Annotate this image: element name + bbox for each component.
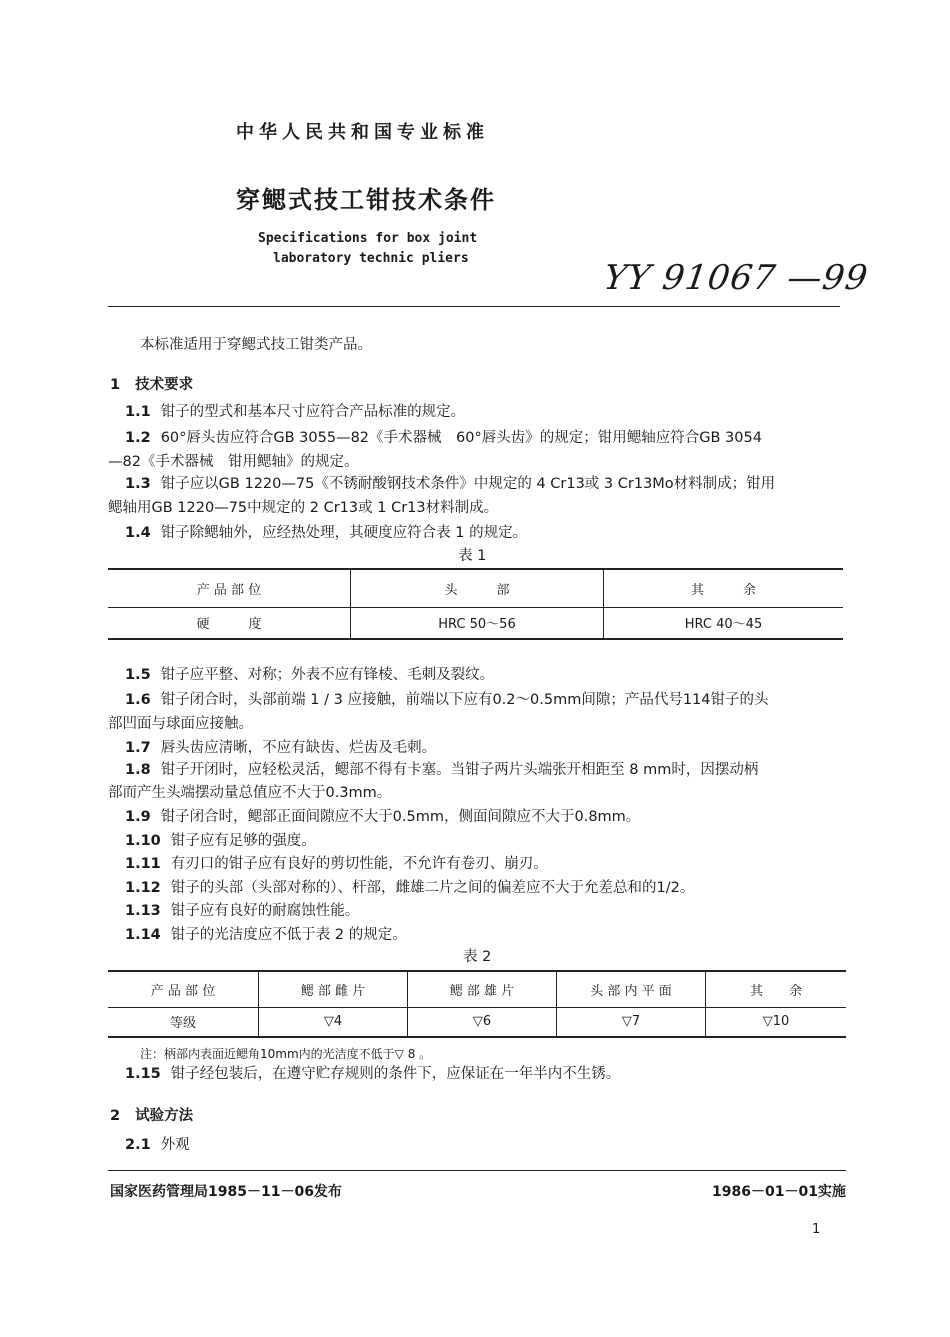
page-number: 1 [812, 1222, 821, 1237]
english-title-line1: Specifications for box joint [258, 231, 478, 246]
clause-number: 1.11 [125, 856, 161, 872]
standard-line: 中华人民共和国专业标准 [236, 122, 489, 143]
table-cell: HRC 40～45 [684, 617, 763, 633]
clause-number: 1.15 [125, 1066, 161, 1082]
clause-number: 1.14 [125, 927, 161, 943]
clause-number: 1.5 [125, 667, 151, 683]
table-header-cell: 产 品 部 位 [108, 971, 259, 1007]
section-number: 2 [110, 1108, 121, 1124]
table-1 [108, 568, 843, 640]
clause-1-9 [125, 806, 640, 828]
clause-1-1 [125, 401, 465, 423]
table-cell: HRC 50～56 [351, 607, 604, 639]
clause-number: 1.6 [125, 692, 151, 708]
clause-text: 钳子应有良好的耐腐蚀性能。 [170, 903, 360, 919]
intro-text: 本标准适用于穿鳃式技工钳类产品。 [140, 337, 372, 353]
clause-1-3-cont: 鳃轴用GB 1220—75中规定的 2 Cr13或 1 Cr13材料制成。 [108, 500, 499, 516]
table-header-row [108, 971, 846, 1007]
clause-number: 1.10 [125, 833, 161, 849]
clause-1-12 [125, 877, 694, 899]
header-rule [108, 306, 840, 307]
clause-1-2-cont: —82《手术器械 钳用鳃轴》的规定。 [108, 454, 359, 470]
clause-number: 2.1 [125, 1137, 151, 1153]
clause-1-6-cont: 部凹面与球面应接触。 [108, 716, 253, 732]
section-title: 试验方法 [135, 1108, 194, 1124]
section-1-heading [110, 373, 193, 394]
document-title: 穿鳃式技工钳技术条件 [236, 186, 496, 214]
table1-caption: 表 1 [458, 548, 487, 564]
table-cell: ▽10 [762, 1014, 790, 1030]
clause-text: 钳子的头部（头部对称的）、杆部，雌雄二片之间的偏差应不大于允差总和的1/2。 [170, 880, 695, 896]
table-cell: 等级 [108, 1007, 259, 1037]
clause-1-7 [125, 737, 436, 759]
table-header-cell: 产 品 部 位 [108, 569, 351, 607]
clause-text: 60°唇头齿应符合GB 3055—82《手术器械 60°唇头齿》的规定；钳用鳃轴应符合GB 3054 [160, 430, 762, 446]
table2-note: 注：柄部内表面近鳃角10mm内的光洁度不低于▽ 8 。 [140, 1047, 432, 1061]
clause-1-2 [125, 427, 762, 449]
section-number: 1 [110, 377, 121, 393]
table-header-cell: 其 余 [749, 983, 802, 999]
clause-2-1 [125, 1134, 190, 1156]
table-header-cell: 鳃 部 雄 片 [408, 971, 557, 1007]
issue-date: 国家医药管理局1985－11－06发布 [110, 1184, 342, 1200]
clause-1-13 [125, 900, 359, 922]
clause-text: 钳子应以GB 1220—75《不锈耐酸钢技术条件》中规定的 4 Cr13或 3 Cr13Mo材料制成；钳用 [160, 476, 776, 492]
clause-1-6 [125, 689, 769, 711]
clause-1-15 [125, 1063, 620, 1085]
english-title-line2: laboratory technic pliers [273, 251, 469, 266]
standard-number: YY 91067 —99 [601, 258, 871, 298]
clause-number: 1.9 [125, 809, 151, 825]
clause-text: 钳子应平整、对称；外表不应有锋棱、毛刺及裂纹。 [160, 667, 495, 683]
clause-text: 钳子的型式和基本尺寸应符合产品标准的规定。 [160, 404, 466, 420]
section-title: 技术要求 [135, 377, 194, 393]
clause-text: 钳子闭合时，头部前端 1 / 3 应接触，前端以下应有0.2～0.5mm间隙；产品代号114钳子的头 [160, 692, 769, 708]
clause-text: 钳子经包装后，在遵守贮存规则的条件下，应保证在一年半内不生锈。 [170, 1066, 621, 1082]
clause-1-5 [125, 664, 494, 686]
clause-number: 1.4 [125, 525, 151, 541]
table-header-cell: 头 部 [351, 569, 604, 607]
table-cell: ▽4 [259, 1007, 408, 1037]
clause-number: 1.8 [125, 762, 151, 778]
clause-number: 1.7 [125, 740, 151, 756]
table-row [108, 1007, 846, 1037]
clause-number: 1.2 [125, 430, 151, 446]
clause-number: 1.1 [125, 404, 151, 420]
table-header-cell: 头 部 内 平 面 [557, 971, 706, 1007]
table2-caption: 表 2 [463, 949, 492, 965]
clause-text: 钳子闭合时，鳃部正面间隙应不大于0.5mm，侧面间隙应不大于0.8mm。 [160, 809, 641, 825]
table-cell: ▽7 [557, 1007, 706, 1037]
clause-text: 外观 [160, 1137, 190, 1153]
effective-date: 1986－01－01实施 [712, 1184, 846, 1200]
clause-1-14 [125, 924, 407, 946]
clause-text: 钳子除鳃轴外，应经热处理，其硬度应符合表 1 的规定。 [160, 525, 528, 541]
clause-number: 1.3 [125, 476, 151, 492]
clause-number: 1.12 [125, 880, 161, 896]
clause-1-3 [125, 473, 775, 495]
table-2 [108, 970, 846, 1038]
clause-text: 钳子应有足够的强度。 [170, 833, 316, 849]
clause-1-8-cont: 部而产生头端摆动量总值应不大于0.3mm。 [108, 785, 392, 801]
table-cell: ▽6 [408, 1007, 557, 1037]
table-header-cell: 其 余 [690, 582, 756, 598]
table-row [108, 607, 843, 639]
section-2-heading [110, 1104, 193, 1125]
clause-text: 有刃口的钳子应有良好的剪切性能，不允许有卷刃、崩刃。 [170, 856, 548, 872]
clause-text: 钳子开闭时，应轻松灵活，鳃部不得有卡塞。当钳子两片头端张开相距至 8 mm时，因摆动柄 [160, 762, 759, 778]
clause-number: 1.13 [125, 903, 161, 919]
clause-1-11 [125, 853, 548, 875]
table-cell: 硬 度 [108, 607, 351, 639]
table-header-cell: 鳃 部 雌 片 [259, 971, 408, 1007]
footer-rule [108, 1170, 846, 1171]
clause-1-4 [125, 522, 527, 544]
clause-text: 钳子的光洁度应不低于表 2 的规定。 [170, 927, 407, 943]
clause-1-10 [125, 830, 316, 852]
clause-text: 唇头齿应清晰，不应有缺齿、烂齿及毛刺。 [160, 740, 437, 756]
clause-1-8 [125, 759, 758, 781]
table-header-row [108, 569, 843, 607]
